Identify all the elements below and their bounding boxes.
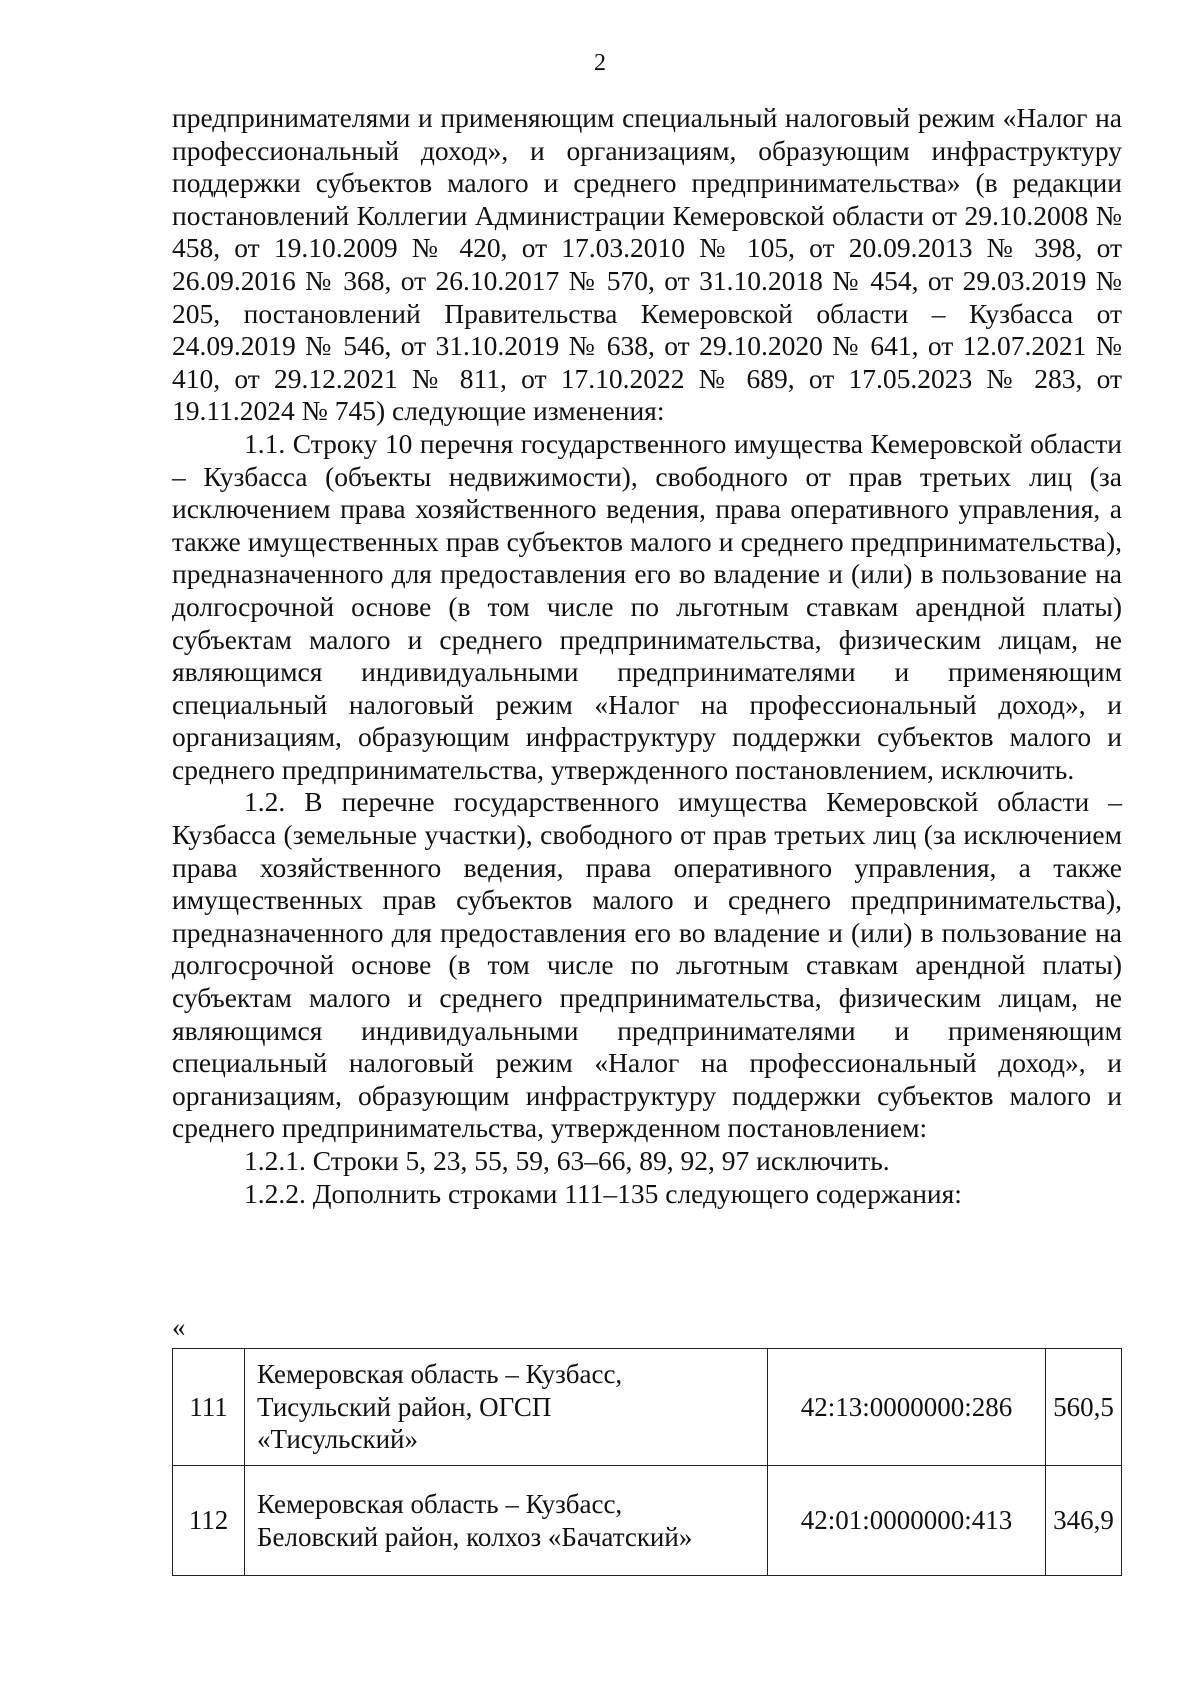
row-cadastral-number: 42:01:0000000:413 bbox=[768, 1466, 1046, 1576]
page-number: 2 bbox=[594, 50, 606, 76]
table-row bbox=[173, 1466, 1122, 1576]
row-area: 560,5 bbox=[1046, 1349, 1122, 1466]
address-line: «Тисульский» bbox=[257, 1424, 418, 1455]
address-line: Кемеровская область – Кузбасс, bbox=[257, 1488, 623, 1519]
document-body bbox=[172, 102, 1122, 1210]
row-address bbox=[245, 1466, 768, 1576]
address-line: Кемеровская область – Кузбасс, bbox=[257, 1359, 623, 1390]
address-line: Беловский район, колхоз «Бачатский» bbox=[257, 1521, 693, 1552]
row-number: 111 bbox=[173, 1349, 245, 1466]
address-line: Тисульский район, ОГСП bbox=[257, 1391, 552, 1422]
paragraph-1-2-1: 1.2.1. Строки 5, 23, 55, 59, 63–66, 89, 92, 97 исключить. bbox=[244, 1145, 890, 1176]
property-table bbox=[172, 1348, 1122, 1576]
row-cadastral-number: 42:13:0000000:286 bbox=[768, 1349, 1046, 1466]
row-address bbox=[245, 1349, 768, 1466]
row-number: 112 bbox=[173, 1466, 245, 1576]
paragraph-1-2-2: 1.2.2. Дополнить строками 111–135 следующего содержания: bbox=[244, 1177, 962, 1209]
opening-quote-mark: « bbox=[172, 1312, 186, 1342]
paragraph-1-1: 1.1. Строку 10 перечня государственного имущества Кемеровской области – Кузбасса (объекты недвижимости), свободного от прав третьих лиц (за исключением права хозяйственного ведения, права оперативного управления, а также имущественных прав субъектов малого и среднего предпринимательства), предназначенного для предоставления его во владение и (или) в пользование на долгосрочной основе (в том числе по льготным ставкам арендной платы) субъектам малого и среднего предпринимательства, физическим лицам, не являющимся индивидуальными предпринимателями и применяющим специальный налоговый режим «Налог на профессиональный доход», и организациям, образующим инфраструктуру поддержки субъектов малого и среднего предпринимательства, утвержденного постановлением, исключить. bbox=[172, 427, 1122, 785]
table-row bbox=[173, 1349, 1122, 1466]
paragraph-intro: предпринимателями и применяющим специальный налоговый режим «Налог на профессиональный доход», и организациям, образующим инфраструктуру поддержки субъектов малого и среднего предпринимательства» (в редакции постановлений Коллегии Администрации Кемеровской области от 29.10.2008 № 458, от 19.10.2009 № 420, от 17.03.2010 № 105, от 20.09.2013 № 398, от 26.09.2016 № 368, от 26.10.2017 № 570, от 31.10.2018 № 454, от 29.03.2019 № 205, постановлений Правительства Кемеровской области – Кузбасса от 24.09.2019 № 546, от 31.10.2019 № 638, от 29.10.2020 № 641, от 12.07.2021 № 410, от 29.12.2021 № 811, от 17.10.2022 № 689, от 17.05.2023 № 283, от 19.11.2024 № 745) следующие изменения: bbox=[172, 102, 1122, 427]
paragraph-1-2: 1.2. В перечне государственного имущества Кемеровской области – Кузбасса (земельные участки), свободного от прав третьих лиц (за исключением права хозяйственного ведения, права оперативного управления, а также имущественных прав субъектов малого и среднего предпринимательства), предназначенного для предоставления его во владение и (или) в пользование на долгосрочной основе (в том числе по льготным ставкам арендной платы) субъектам малого и среднего предпринимательства, физическим лицам, не являющимся индивидуальными предпринимателями и применяющим специальный налоговый режим «Налог на профессиональный доход», и организациям, образующим инфраструктуру поддержки субъектов малого и среднего предпринимательства, утвержденном постановлением: bbox=[172, 786, 1122, 1144]
row-area: 346,9 bbox=[1046, 1466, 1122, 1576]
